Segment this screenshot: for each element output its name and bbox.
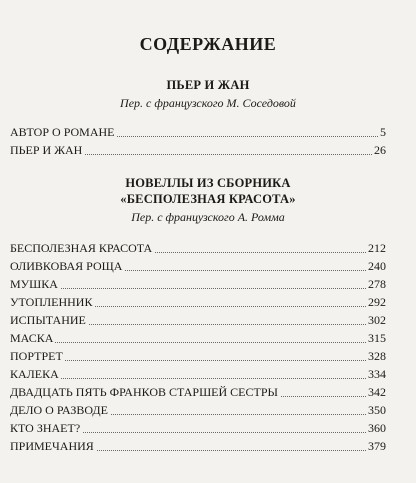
- toc-entry: [10, 240, 386, 256]
- toc-entry-label: КАЛЕКА: [10, 367, 59, 381]
- toc-entry-page: 5: [380, 125, 386, 139]
- toc-entry-page: 212: [368, 241, 386, 255]
- toc-entry-label: ИСПЫТАНИЕ: [10, 313, 86, 327]
- toc-entry-label: АВТОР О РОМАНЕ: [10, 125, 115, 139]
- toc-entry-page: 278: [368, 277, 386, 291]
- toc-entry: [10, 312, 386, 328]
- toc-entry: [10, 420, 386, 436]
- section1-heading: ПЬЕР И ЖАН: [166, 78, 250, 92]
- toc-entry-label: МУШКА: [10, 277, 58, 291]
- toc-entry: [10, 330, 386, 346]
- toc-entry-label: ПОРТРЕТ: [10, 349, 63, 363]
- leader-dots: [10, 288, 386, 289]
- toc-entry-page: 240: [368, 259, 386, 273]
- toc-entry-label: ДЕЛО О РАЗВОДЕ: [10, 403, 108, 417]
- toc-entry: [10, 294, 386, 310]
- toc-entry-label: КТО ЗНАЕТ?: [10, 421, 81, 435]
- leader-dots: [10, 378, 386, 379]
- page-title: СОДЕРЖАНИЕ: [139, 34, 277, 54]
- toc-entry: [10, 384, 386, 400]
- toc-entry: [10, 258, 386, 274]
- leader-dots: [10, 342, 386, 343]
- toc-entry-page: 302: [368, 313, 386, 327]
- toc-entry: [10, 402, 386, 418]
- toc-entry: [10, 124, 386, 140]
- toc-entry: [10, 276, 386, 292]
- toc-entry-page: 292: [368, 295, 386, 309]
- toc-entry-page: 26: [374, 143, 386, 157]
- toc-entry-page: 379: [368, 439, 386, 453]
- section2-heading-line1: НОВЕЛЛЫ ИЗ СБОРНИКА: [125, 176, 291, 190]
- toc-entry-label: МАСКА: [10, 331, 54, 345]
- leader-dots: [10, 360, 386, 361]
- toc-entry-page: 334: [368, 367, 386, 381]
- toc-entry: [10, 438, 386, 454]
- toc-entry-page: 360: [368, 421, 386, 435]
- section1-translator: Пер. с французского М. Соседовой: [120, 96, 296, 110]
- toc-entry: [10, 348, 386, 364]
- toc-entry-page: 315: [368, 331, 386, 345]
- toc-entry-page: 350: [368, 403, 386, 417]
- toc-entry-label: ПРИМЕЧАНИЯ: [10, 439, 94, 453]
- toc-entry-label: ДВАДЦАТЬ ПЯТЬ ФРАНКОВ СТАРШЕЙ СЕСТРЫ: [10, 385, 278, 399]
- toc-entry-label: УТОПЛЕННИК: [10, 295, 93, 309]
- toc-entry-page: 328: [368, 349, 386, 363]
- toc-entry-label: ПЬЕР И ЖАН: [10, 143, 83, 157]
- toc-entry-label: ОЛИВКОВАЯ РОЩА: [10, 259, 123, 273]
- section2-translator: Пер. с французского А. Ромма: [131, 210, 285, 224]
- toc-entry: [10, 366, 386, 382]
- toc-entry: [10, 142, 386, 158]
- toc-entry-page: 342: [368, 385, 386, 399]
- toc-entry-label: БЕСПОЛЕЗНАЯ КРАСОТА: [10, 241, 153, 255]
- section2-heading-line2: «БЕСПОЛЕЗНАЯ КРАСОТА»: [120, 192, 296, 206]
